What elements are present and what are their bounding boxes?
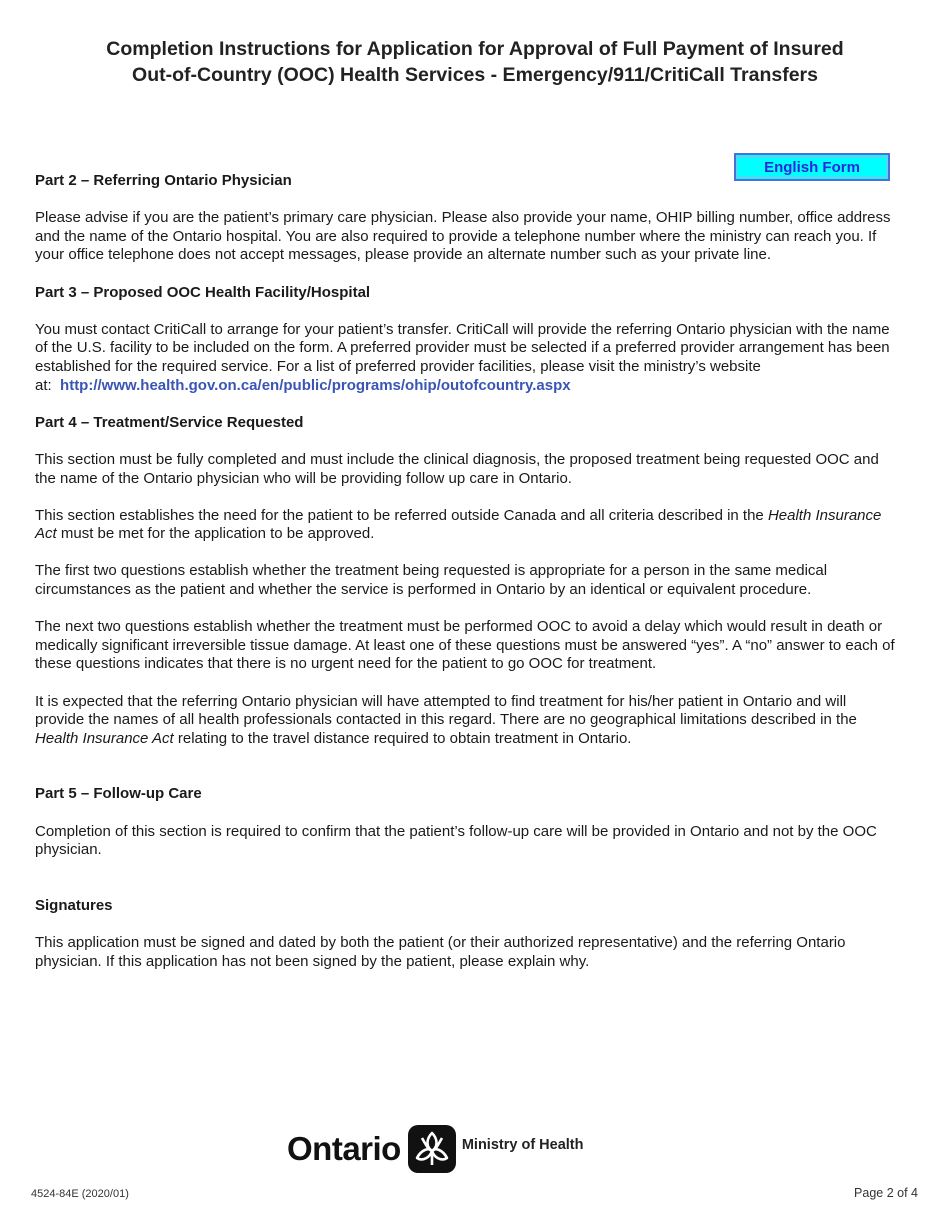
signatures-text: This application must be signed and dated by both the patient (or their authorized representative) and the referring Ontario physician. If this application has not been signed by the patient, please explain why. — [35, 933, 846, 970]
title-line-1: Completion Instructions for Application for Approval of Full Payment of Insured — [106, 38, 844, 60]
part4-p5-text: It is expected that the referring Ontario physician will have attempted to find treatment for his/her patient in Ontario and will provide the names of all health professionals contacted in this regard. There are no geographical limitations described in the — [35, 692, 857, 729]
part4-paragraph-1: This section must be fully completed and must include the clinical diagnosis, the proposed treatment being requested OOC and the name of the Ontario physician who will be providing follow up care in Ontario. — [35, 450, 879, 487]
ontario-trillium-icon — [408, 1125, 456, 1173]
part4-p2-text-end: must be met for the application to be approved. — [60, 525, 375, 543]
health-insurance-act-ref: Health Insurance Act — [35, 729, 174, 747]
ontario-wordmark: Ontario — [287, 1130, 401, 1167]
ministry-website-link[interactable]: http://www.health.gov.on.ca/en/public/programs/ohip/outofcountry.aspx — [60, 376, 571, 394]
part4-heading: Part 4 – Treatment/Service Requested — [35, 413, 304, 431]
ministry-name: Ministry of Health — [461, 1137, 584, 1153]
part5-heading: Part 5 – Follow-up Care — [35, 785, 202, 803]
part3-text-body: You must contact CritiCall to arrange for your patient’s transfer. CritiCall will provide the referring Ontario physician with the name of the U.S. facility to be included on the form. A preferred provider must be selected if a preferred provider arrangement has been established for the required service. For a list of preferred provider facilities, please visit the ministry’s website at: — [35, 320, 890, 394]
part3-heading: Part 3 – Proposed OOC Health Facility/Hospital — [35, 283, 371, 301]
instructions-body — [35, 172, 897, 971]
health-insurance-act-ref: Health Insurance Act — [35, 506, 882, 543]
part3-text — [35, 321, 897, 395]
part2-text: Please advise if you are the patient’s primary care physician. Please also provide your name, OHIP billing number, office address and the name of the Ontario hospital. You are also required to provide a telephone number where the ministry can reach you. If your office telephone does not accept messages, please provide an alternate number such as your private line. — [35, 209, 891, 264]
part4-p2-text: This section establishes the need for the patient to be referred outside Canada and all criteria described in the — [35, 506, 764, 524]
form-number: 4524-84E (2020/01) — [31, 1188, 129, 1200]
part4-p5-text-end: relating to the travel distance required to obtain treatment in Ontario. — [177, 729, 632, 747]
part4-paragraph-4: The next two questions establish whether the treatment must be performed OOC to avoid a delay which would result in death or medically significant irreversible tissue damage. At least one of these questions must be answered “yes”. A “no” answer to each of these questions indicates that there is no urgent need for the patient to go OOC for treatment. — [35, 618, 895, 673]
english-form-button[interactable]: English Form — [734, 153, 890, 181]
part4-paragraph-5 — [35, 693, 897, 749]
signatures-heading: Signatures — [35, 896, 113, 914]
part4-paragraph-2 — [35, 507, 897, 544]
part4-paragraph-3: The first two questions establish whether the treatment being requested is appropriate for a person in the same medical circumstances as the patient and whether the service is performed in Ontario by an identical or equivalent procedure. — [35, 562, 828, 599]
page-number: Page 2 of 4 — [854, 1186, 918, 1200]
part5-text: Completion of this section is required to confirm that the patient’s follow-up care will be provided in Ontario and not by the OOC physician. — [35, 822, 877, 859]
title-line-2: Out-of-Country (OOC) Health Services - Emergency/911/CritiCall Transfers — [132, 64, 818, 86]
ontario-logo — [287, 1124, 584, 1174]
page-title — [40, 36, 910, 88]
part2-heading: Part 2 – Referring Ontario Physician — [35, 172, 292, 189]
